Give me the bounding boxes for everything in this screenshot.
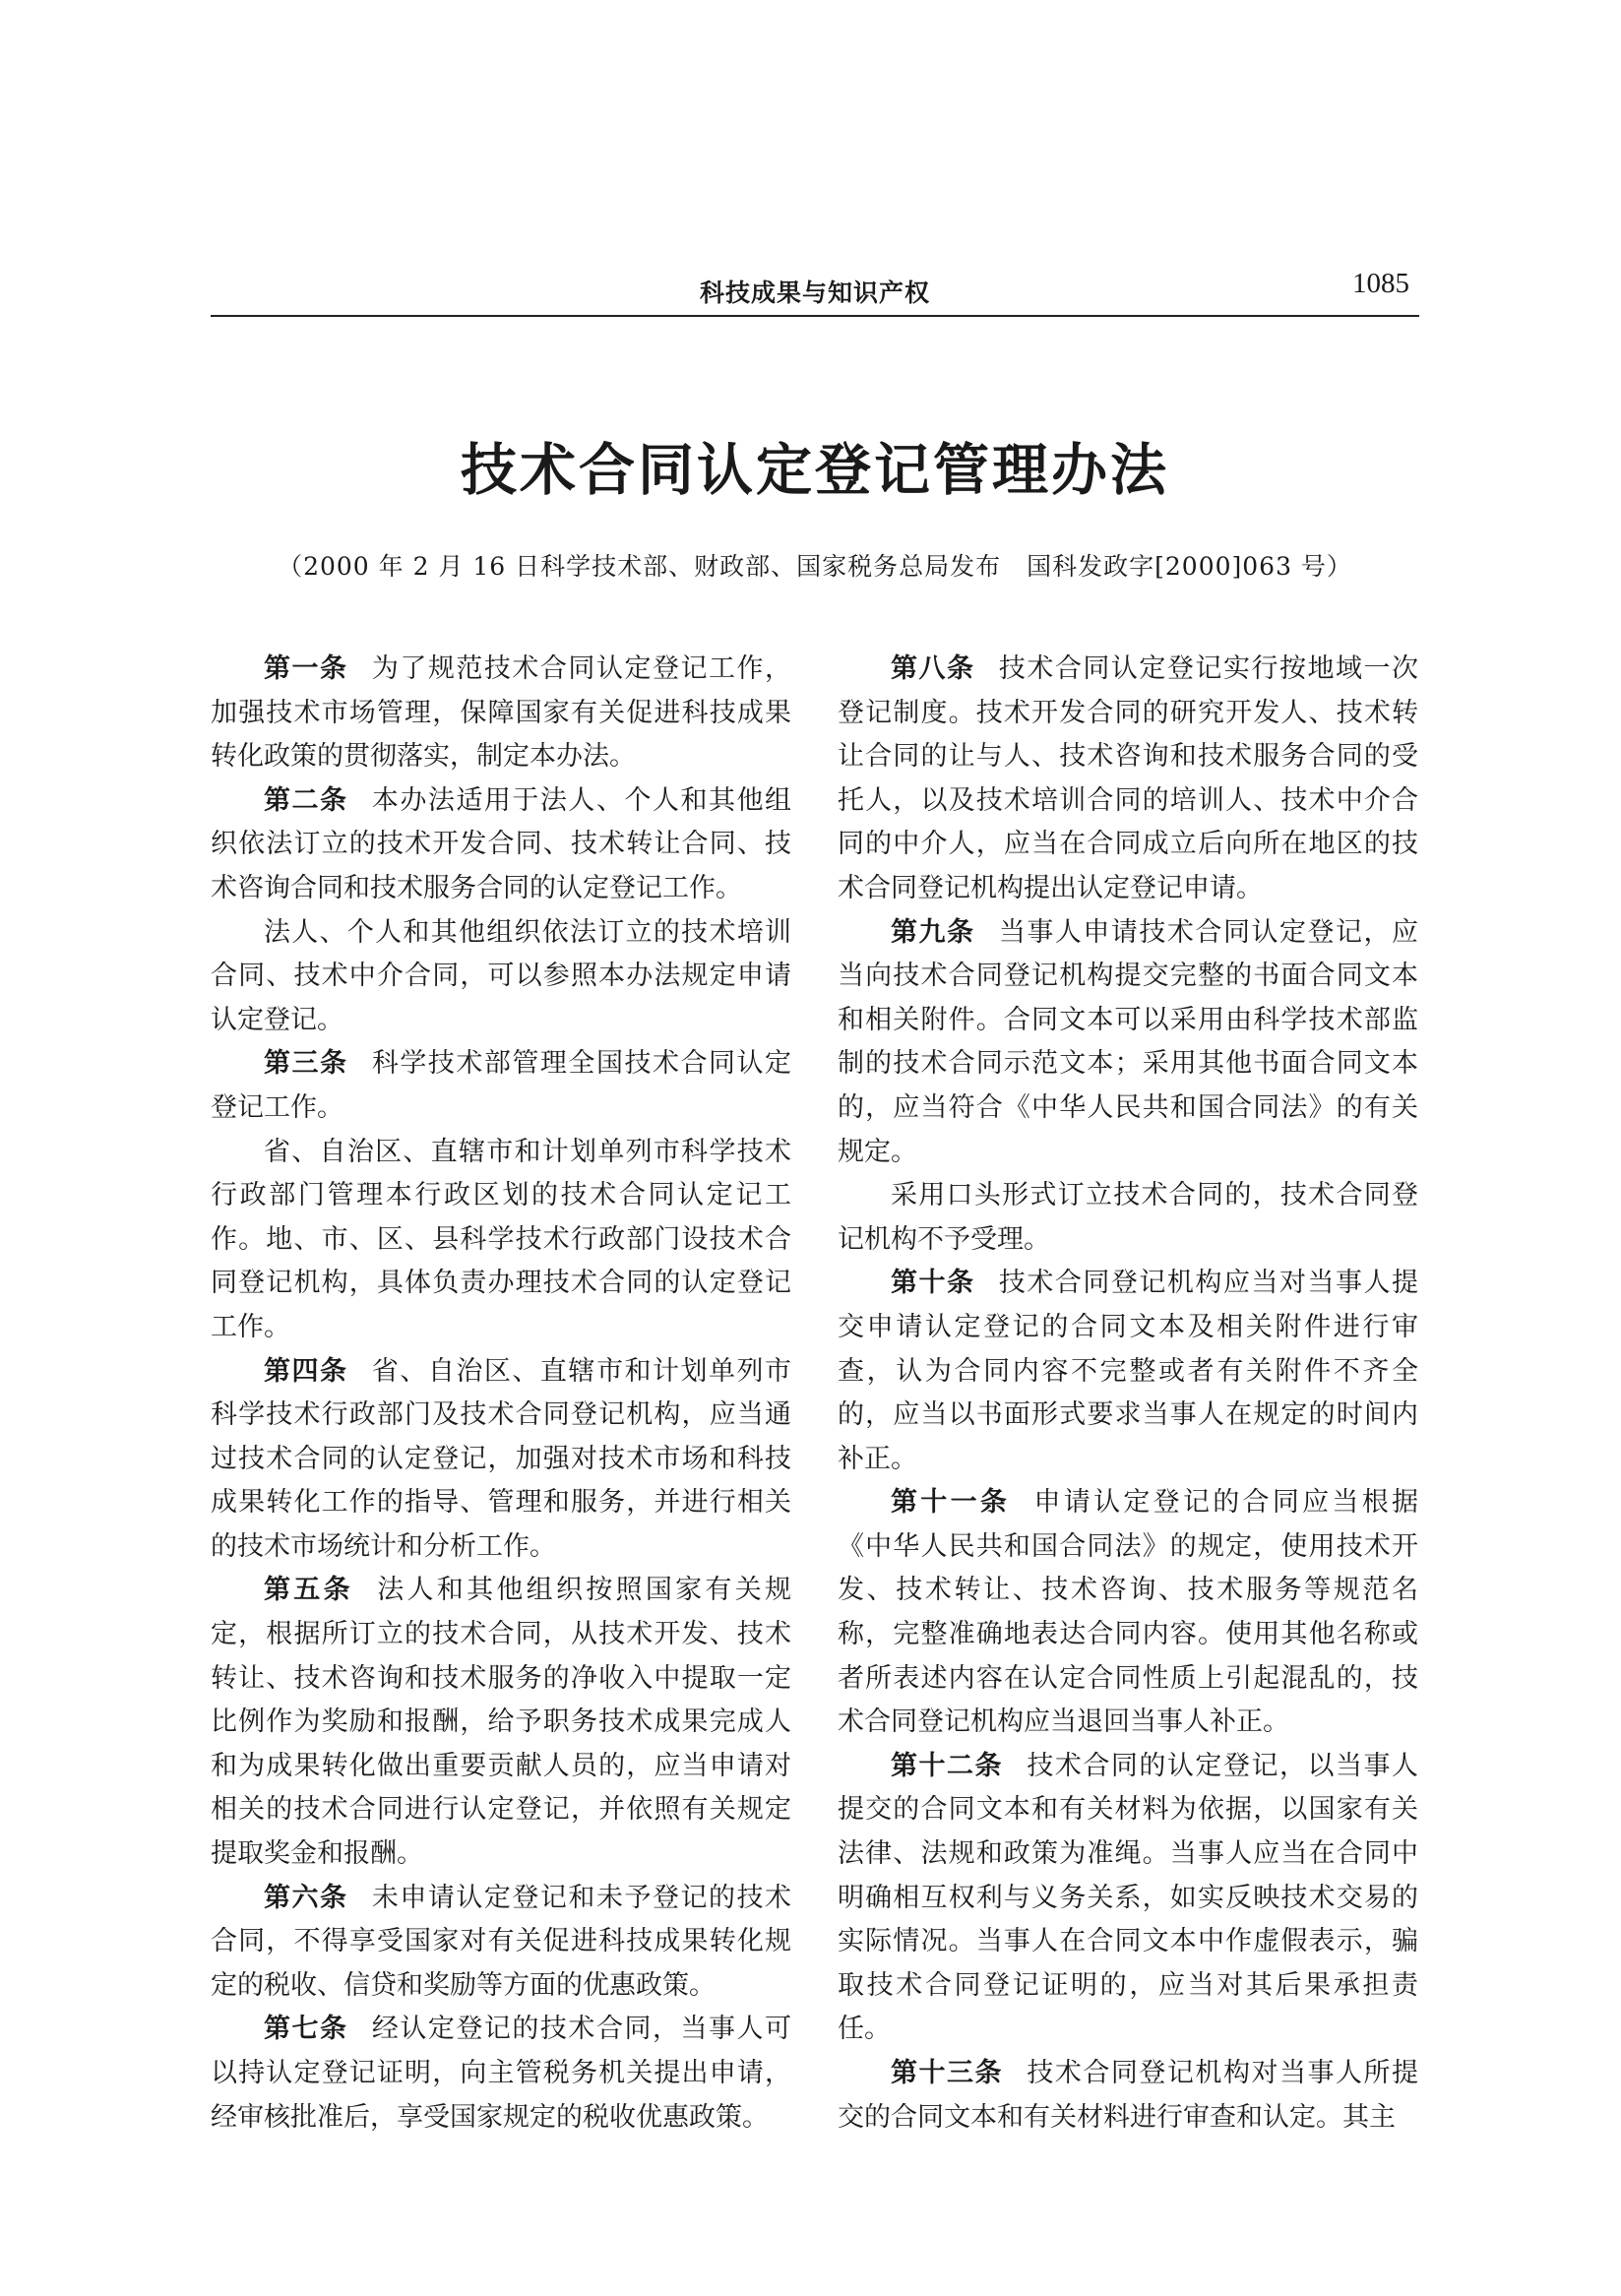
article-paragraph <box>838 1481 1418 1745</box>
article-text: 法人、个人和其他组织依法订立的技术培训合同、技术中介合同，可以参照本办法规定申请认定登记。 <box>211 916 791 1035</box>
article-label: 第一条 <box>264 653 348 684</box>
article-text: 未申请认定登记和未予登记的技术合同，不得享受国家对有关促进科技成果转化规定的税收、信贷和奖励等方面的优惠政策。 <box>211 1882 792 2001</box>
article-paragraph <box>838 1262 1418 1481</box>
article-paragraph <box>211 911 791 1043</box>
article-text: 申请认定登记的合同应当根据《中华人民共和国合同法》的规定，使用技术开发、技术转让、技术咨询、技术服务等规范名称，完整准确地表达合同内容。使用其他名称或者所表述内容在认定合同性质上引起混乱的，技术合同登记机构应当退回当事人补正。 <box>838 1487 1419 1738</box>
page-number: 1085 <box>1352 268 1409 299</box>
article-label: 第二条 <box>264 784 348 816</box>
article-paragraph <box>838 2052 1418 2140</box>
article-paragraph <box>211 2008 791 2140</box>
article-text: 技术合同的认定登记，以当事人提交的合同文本和有关材料为依据，以国家有关法律、法规和政策为准绳。当事人应当在合同中明确相互权利与义务关系，如实反映技术交易的实际情况。当事人在合同文本中作虚假表示，骗取技术合同登记证明的，应当对其后果承担责任。 <box>838 1750 1419 2045</box>
article-paragraph <box>211 648 791 779</box>
left-column <box>211 648 791 2140</box>
article-text: 技术合同认定登记实行按地域一次登记制度。技术开发合同的研究开发人、技术转让合同的让与人、技术咨询和技术服务合同的受托人，以及技术培训合同的培训人、技术中介合同的中介人，应当在合同成立后向所在地区的技术合同登记机构提出认定登记申请。 <box>838 653 1419 903</box>
article-text: 法人和其他组织按照国家有关规定，根据所订立的技术合同，从技术开发、技术转让、技术咨询和技术服务的净收入中提取一定比例作为奖励和报酬，给予职务技术成果完成人和为成果转化做出重要贡献人员的，应当申请对相关的技术合同进行认定登记，并依照有关规定提取奖金和报酬。 <box>211 1575 792 1870</box>
article-paragraph <box>838 1174 1418 1262</box>
article-text: 为了规范技术合同认定登记工作，加强技术市场管理，保障国家有关促进科技成果转化政策的贯彻落实，制定本办法。 <box>211 653 792 773</box>
article-text: 省、自治区、直辖市和计划单列市科学技术行政部门管理本行政区划的技术合同认定记工作。地、市、区、县科学技术行政部门设技术合同登记机构，具体负责办理技术合同的认定登记工作。 <box>211 1136 791 1342</box>
article-text: 技术合同登记机构应当对当事人提交申请认定登记的合同文本及相关附件进行审查，认为合同内容不完整或者有关附件不齐全的，应当以书面形式要求当事人在规定的时间内补正。 <box>838 1268 1419 1474</box>
article-label: 第七条 <box>264 2014 348 2045</box>
article-label: 第五条 <box>264 1575 353 1606</box>
article-label: 第四条 <box>264 1355 348 1387</box>
article-paragraph <box>211 1350 791 1570</box>
section-title: 科技成果与知识产权 <box>699 279 930 307</box>
article-paragraph <box>211 1042 791 1130</box>
article-label: 第十一条 <box>891 1487 1011 1519</box>
article-text: 经认定登记的技术合同，当事人可以持认定登记证明，向主管税务机关提出申请，经审核批准后，享受国家规定的税收优惠政策。 <box>211 2014 792 2133</box>
article-label: 第十三条 <box>891 2058 1004 2088</box>
article-paragraph <box>211 779 791 911</box>
article-label: 第八条 <box>891 653 975 684</box>
document-subtitle: （2000 年 2 月 16 日科学技术部、财政部、国家税务总局发布 国科发政字[2000]063 号） <box>278 552 1352 581</box>
running-header <box>211 266 1419 317</box>
document-title: 技术合同认定登记管理办法 <box>461 437 1169 503</box>
article-paragraph <box>838 1745 1418 2052</box>
article-paragraph <box>211 1569 791 1876</box>
article-label: 第九条 <box>891 916 975 948</box>
article-text: 省、自治区、直辖市和计划单列市科学技术行政部门及技术合同登记机构，应当通过技术合同的认定登记，加强对技术市场和科技成果转化工作的指导、管理和服务，并进行相关的技术市场统计和分析工作。 <box>211 1355 792 1562</box>
article-paragraph <box>838 911 1418 1175</box>
article-paragraph <box>211 1877 791 2009</box>
article-paragraph <box>211 1131 791 1350</box>
article-paragraph <box>838 648 1418 911</box>
article-label: 第三条 <box>264 1048 348 1080</box>
article-label: 第十二条 <box>891 1750 1004 1781</box>
article-text: 技术合同登记机构对当事人所提交的合同文本和有关材料进行审查和认定。其主 <box>838 2058 1419 2133</box>
article-text: 科学技术部管理全国技术合同认定登记工作。 <box>211 1048 792 1123</box>
article-text: 当事人申请技术合同认定登记，应当向技术合同登记机构提交完整的书面合同文本和相关附件。合同文本可以采用由科学技术部监制的技术合同示范文本；采用其他书面合同文本的，应当符合《中华人民共和国合同法》的有关规定。 <box>838 916 1419 1167</box>
article-label: 第六条 <box>264 1882 348 1913</box>
right-column <box>838 648 1418 2140</box>
article-label: 第十条 <box>891 1268 975 1299</box>
article-text: 本办法适用于法人、个人和其他组织依法订立的技术开发合同、技术转让合同、技术咨询合同和技术服务合同的认定登记工作。 <box>211 784 792 903</box>
article-text: 采用口头形式订立技术合同的，技术合同登记机构不予受理。 <box>838 1180 1418 1255</box>
